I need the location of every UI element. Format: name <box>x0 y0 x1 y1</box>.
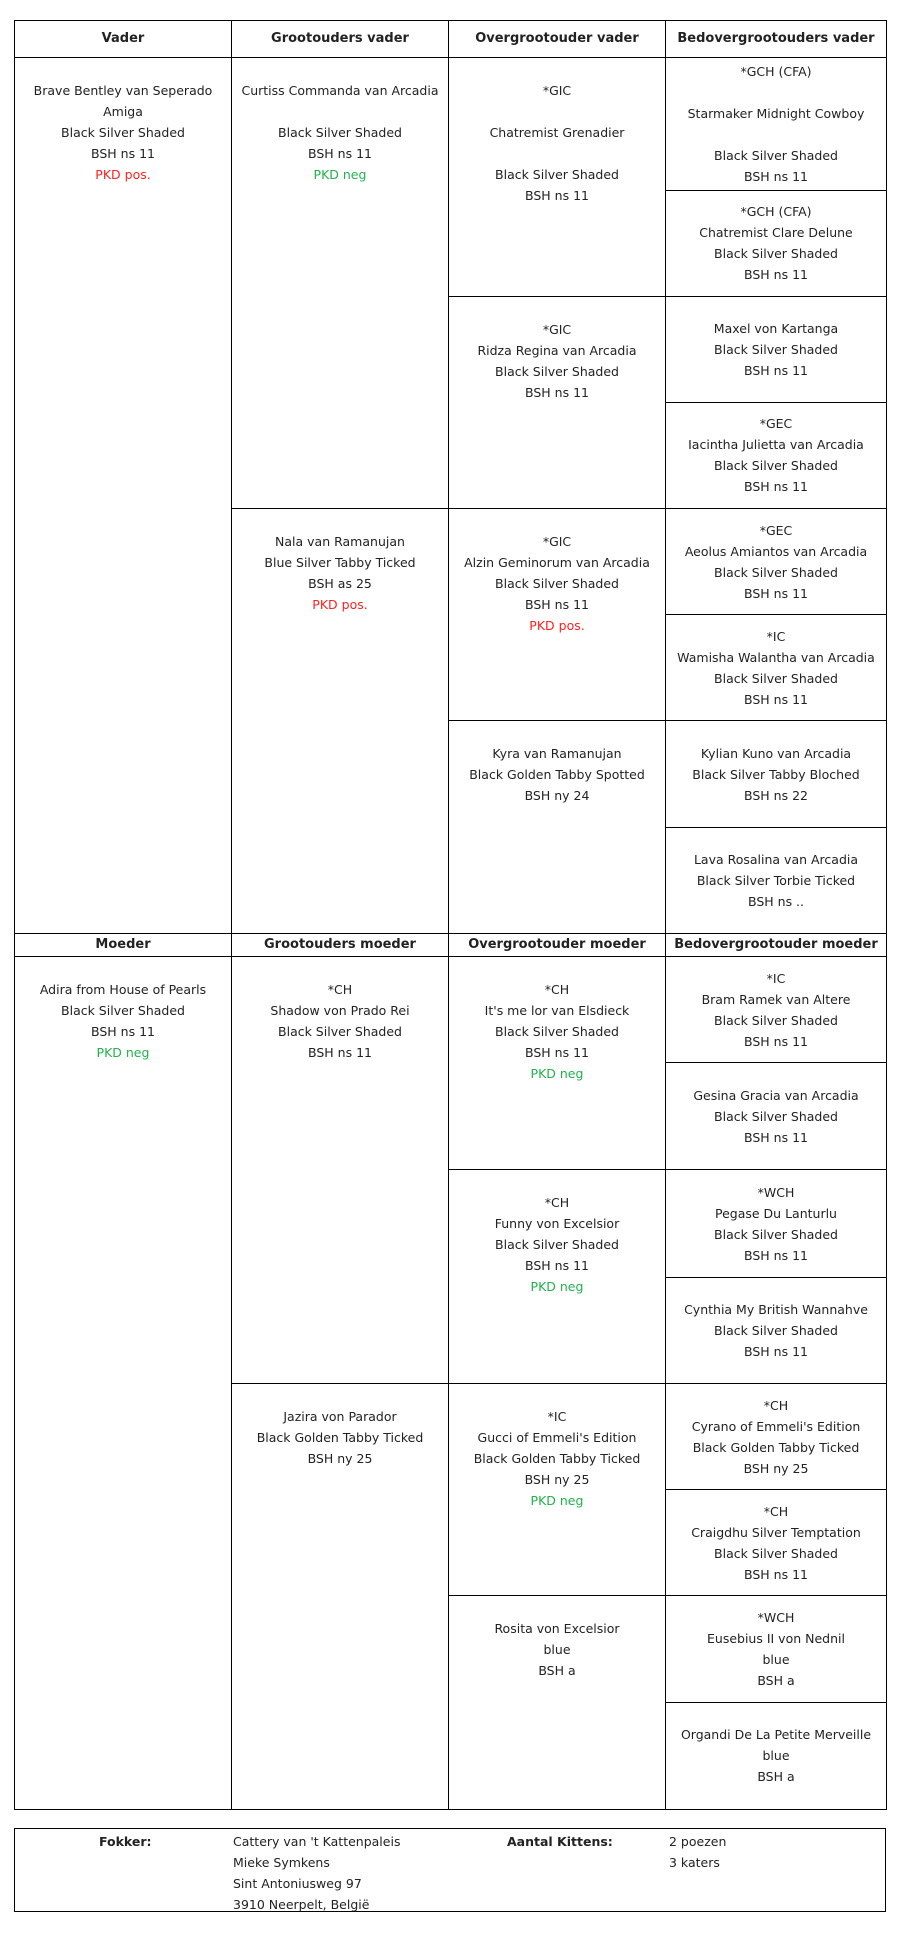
cat-text-line: BSH ns 11 <box>744 1566 808 1582</box>
cat-text-line: BSH ns 11 <box>308 1044 372 1060</box>
cat-text-line: Pegase Du Lanturlu <box>715 1205 837 1221</box>
mother-great-great-grandparent-cell <box>666 1170 887 1277</box>
cat-text-line: Aeolus Amiantos van Arcadia <box>684 543 868 559</box>
cat-text-line <box>232 101 448 122</box>
cat-text-line: *WCH <box>757 1609 795 1625</box>
mother-great-great-grandparent-cell <box>666 1277 887 1383</box>
cat-text-line: BSH ns 11 <box>744 1247 808 1263</box>
cat-text-line: BSH ns 11 <box>308 145 372 161</box>
cat-text-line: *GEC <box>759 416 793 432</box>
cat-text-line: Cyrano of Emmeli's Edition <box>691 1418 861 1434</box>
pkd-status: PKD neg <box>530 1065 584 1081</box>
cat-text-line: Black Silver Tabby Bloched <box>692 766 860 782</box>
breeder-line: Sint Antoniusweg 97 <box>233 1876 362 1891</box>
pkd-status: PKD neg <box>96 1044 150 1060</box>
cat-text-line: Wamisha Walantha van Arcadia <box>677 649 875 665</box>
cat-text-line: *GIC <box>542 321 572 337</box>
cat-text-line: Ridza Regina van Arcadia <box>477 342 637 358</box>
cat-text-line: BSH ns 11 <box>525 384 589 400</box>
cat-text-line <box>666 82 886 103</box>
cat-text-line: Kyra van Ramanujan <box>492 746 622 762</box>
mother-great-great-grandparent-cell <box>666 1383 887 1489</box>
cat-text-line: Black Silver Shaded <box>714 1226 838 1242</box>
cat-text-line: BSH ny 25 <box>524 1471 590 1487</box>
cat-text-line: *WCH <box>757 1184 795 1200</box>
pedigree-table <box>14 20 887 1810</box>
cat-text-line: Black Silver Shaded <box>61 1002 185 1018</box>
cat-text-line: BSH ns 11 <box>91 1023 155 1039</box>
father-header-2: Overgrootouder vader <box>449 21 666 58</box>
cat-text-line: *GIC <box>542 533 572 549</box>
cat-text-line: Black Silver Torbie Ticked <box>696 872 856 888</box>
cat-text-line: BSH ns 11 <box>525 1258 589 1274</box>
father-header-3: Bedovergrootouders vader <box>666 21 887 58</box>
father-great-grandparent-cell <box>449 508 666 720</box>
cat-text-line: blue <box>762 1651 790 1667</box>
cat-text-line: *IC <box>766 628 786 644</box>
cat-text-line: BSH ns 11 <box>744 169 808 185</box>
cat-text-line: Chatremist Clare Delune <box>699 225 853 241</box>
cat-text-line: BSH ns .. <box>747 893 805 909</box>
father-great-great-grandparent-cell <box>666 615 887 721</box>
cat-text-line: Black Silver Shaded <box>714 564 838 580</box>
cat-text-line: Black Golden Tabby Ticked <box>473 1450 641 1466</box>
cat-text-line: BSH a <box>757 1672 795 1688</box>
father-header-1: Grootouders vader <box>232 21 449 58</box>
cat-text-line: *CH <box>763 1397 789 1413</box>
cat-text-line: BSH ns 11 <box>91 145 155 161</box>
mother-great-great-grandparent-cell <box>666 1490 887 1596</box>
cat-text-line: BSH ns 22 <box>744 787 808 803</box>
cat-text-line: BSH ns 11 <box>525 596 589 612</box>
cat-text-line: BSH ns 11 <box>744 1343 808 1359</box>
cat-text-line: Black Silver Shaded <box>495 363 619 379</box>
mother-great-grandparent-cell <box>449 956 666 1169</box>
father-great-great-grandparent-cell <box>666 402 887 508</box>
cat-text-line: BSH ns 11 <box>525 187 589 203</box>
cat-text-line: Black Silver Shaded <box>278 1023 402 1039</box>
mother-grandparent-cell <box>232 956 449 1383</box>
cat-text-line: Black Silver Shaded <box>714 670 838 686</box>
father-great-great-grandparent-cell <box>666 508 887 614</box>
cat-text-line: BSH as 25 <box>308 575 372 591</box>
breeder-line: Cattery van 't Kattenpaleis <box>233 1834 401 1849</box>
mother-grandparent-cell <box>232 1383 449 1809</box>
cat-text-line: Brave Bentley van Seperado <box>33 82 213 98</box>
cat-text-line: Black Golden Tabby Spotted <box>469 767 645 783</box>
cat-text-line: BSH ns 11 <box>525 1044 589 1060</box>
cat-text-line: Nala van Ramanujan <box>275 533 405 549</box>
mother-great-great-grandparent-cell <box>666 1596 887 1702</box>
cat-text-line: BSH ny 25 <box>307 1450 373 1466</box>
cat-text-line: BSH a <box>538 1663 576 1679</box>
mother-header-2: Overgrootouder moeder <box>449 933 666 956</box>
cat-text-line: Adira from House of Pearls <box>39 981 207 997</box>
cat-text-line: Black Silver Shaded <box>714 1012 838 1028</box>
breeder-footer <box>14 1828 886 1912</box>
cat-text-line: BSH a <box>757 1769 795 1785</box>
cat-text-line: Gucci of Emmeli's Edition <box>477 1429 637 1445</box>
father-great-great-grandparent-cell <box>666 296 887 402</box>
cat-text-line: BSH ns 11 <box>744 479 808 495</box>
breeder-line: Mieke Symkens <box>233 1855 330 1870</box>
cat-text-line: Rosita von Excelsior <box>494 1621 620 1637</box>
cat-text-line: *GEC <box>759 522 793 538</box>
father-great-grandparent-cell <box>449 721 666 933</box>
cat-text-line: Eusebius II von Nednil <box>707 1630 845 1646</box>
kittens-label: Aantal Kittens: <box>507 1834 613 1849</box>
kittens-details <box>669 1831 726 1873</box>
cat-text-line: Funny von Excelsior <box>494 1216 620 1232</box>
cat-text-line: *IC <box>547 1408 567 1424</box>
father-great-great-grandparent-cell <box>666 57 887 191</box>
breeder-line: 3910 Neerpelt, België <box>233 1897 370 1912</box>
father-great-grandparent-cell <box>449 296 666 508</box>
breeder-details <box>233 1831 400 1915</box>
pkd-status: PKD pos. <box>95 166 151 182</box>
cat-text-line: Lava Rosalina van Arcadia <box>693 851 859 867</box>
kittens-line: 3 katers <box>669 1855 720 1870</box>
pkd-status: PKD pos. <box>312 596 368 612</box>
cat-text-line: Kylian Kuno van Arcadia <box>700 745 852 761</box>
kittens-line: 2 poezen <box>669 1834 727 1849</box>
cat-text-line: Black Silver Shaded <box>714 148 838 164</box>
cat-text-line: Black Silver Shaded <box>714 246 838 262</box>
father-grandparent-cell <box>232 508 449 933</box>
cat-text-line: Black Silver Shaded <box>714 1108 838 1124</box>
cat-text-line: Organdi De La Petite Merveille <box>680 1727 872 1743</box>
cat-text-line: Amiga <box>103 103 143 119</box>
cat-text-line: Gesina Gracia van Arcadia <box>693 1087 859 1103</box>
cat-text-line: Black Silver Shaded <box>714 341 838 357</box>
father-grandparent-cell <box>232 57 449 508</box>
cat-text-line: BSH ns 11 <box>744 267 808 283</box>
cat-text-line: Black Silver Shaded <box>714 1322 838 1338</box>
cat-text-line: Blue Silver Tabby Ticked <box>264 554 416 570</box>
mother-parent-cell <box>15 956 232 1809</box>
cat-text-line: blue <box>762 1748 790 1764</box>
cat-text-line: Maxel von Kartanga <box>713 320 839 336</box>
father-great-grandparent-cell <box>449 57 666 296</box>
cat-text-line: BSH ny 24 <box>524 788 590 804</box>
cat-text-line: Black Silver Shaded <box>495 166 619 182</box>
cat-text-line: *CH <box>327 981 353 997</box>
mother-great-great-grandparent-cell <box>666 1063 887 1170</box>
cat-text-line: Alzin Geminorum van Arcadia <box>464 554 650 570</box>
pkd-status: PKD pos. <box>529 617 585 633</box>
mother-great-grandparent-cell <box>449 1383 666 1595</box>
cat-text-line: Black Silver Shaded <box>61 124 185 140</box>
cat-text-line: *GCH (CFA) <box>740 204 812 220</box>
cat-text-line: BSH ns 11 <box>744 1129 808 1145</box>
cat-text-line: *CH <box>763 1503 789 1519</box>
pkd-status: PKD neg <box>530 1279 584 1295</box>
pkd-status: PKD neg <box>313 166 367 182</box>
cat-text-line: Black Silver Shaded <box>495 1237 619 1253</box>
mother-great-grandparent-cell <box>449 1170 666 1383</box>
cat-text-line: Starmaker Midnight Cowboy <box>687 106 865 122</box>
cat-text-line: It's me lor van Elsdieck <box>484 1002 630 1018</box>
cat-text-line: *CH <box>544 1195 570 1211</box>
cat-text-line: Black Silver Shaded <box>495 1023 619 1039</box>
cat-text-line: Black Golden Tabby Ticked <box>256 1429 424 1445</box>
cat-text-line <box>449 101 665 122</box>
cat-text-line: BSH ny 25 <box>743 1460 809 1476</box>
cat-text-line: *IC <box>766 970 786 986</box>
cat-text-line: Cynthia My British Wannahve <box>684 1301 868 1317</box>
cat-text-line: Jazira von Parador <box>283 1408 397 1424</box>
cat-text-line: *GCH (CFA) <box>740 64 812 80</box>
cat-text-line: Chatremist Grenadier <box>489 124 625 140</box>
cat-text-line: Bram Ramek van Altere <box>701 991 851 1007</box>
cat-text-line: BSH ns 11 <box>744 362 808 378</box>
mother-great-grandparent-cell <box>449 1596 666 1810</box>
cat-text-line: Black Silver Shaded <box>714 1545 838 1561</box>
mother-header-0: Moeder <box>15 933 232 956</box>
pkd-status: PKD neg <box>530 1492 584 1508</box>
breeder-label: Fokker: <box>99 1834 152 1849</box>
father-great-great-grandparent-cell <box>666 721 887 827</box>
father-great-great-grandparent-cell <box>666 827 887 933</box>
father-great-great-grandparent-cell <box>666 191 887 296</box>
cat-text-line: Black Silver Shaded <box>495 575 619 591</box>
cat-text-line: BSH ns 11 <box>744 691 808 707</box>
cat-text-line: Craigdhu Silver Temptation <box>691 1524 861 1540</box>
mother-header-1: Grootouders moeder <box>232 933 449 956</box>
cat-text-line: Curtiss Commanda van Arcadia <box>241 82 439 98</box>
father-header-0: Vader <box>15 21 232 58</box>
cat-text-line: blue <box>543 1642 571 1658</box>
cat-text-line: Black Golden Tabby Ticked <box>692 1439 860 1455</box>
cat-text-line: Black Silver Shaded <box>714 458 838 474</box>
cat-text-line: Black Silver Shaded <box>278 124 402 140</box>
cat-text-line: BSH ns 11 <box>744 1033 808 1049</box>
mother-great-great-grandparent-cell <box>666 1702 887 1809</box>
father-parent-cell <box>15 57 232 933</box>
cat-text-line <box>449 143 665 164</box>
cat-text-line: Iacintha Julietta van Arcadia <box>688 437 864 453</box>
mother-great-great-grandparent-cell <box>666 956 887 1062</box>
cat-text-line: *CH <box>544 981 570 997</box>
mother-header-3: Bedovergrootouder moeder <box>666 933 887 956</box>
cat-text-line: Shadow von Prado Rei <box>270 1002 410 1018</box>
cat-text-line: BSH ns 11 <box>744 585 808 601</box>
cat-text-line: *GIC <box>542 82 572 98</box>
cat-text-line <box>666 124 886 145</box>
